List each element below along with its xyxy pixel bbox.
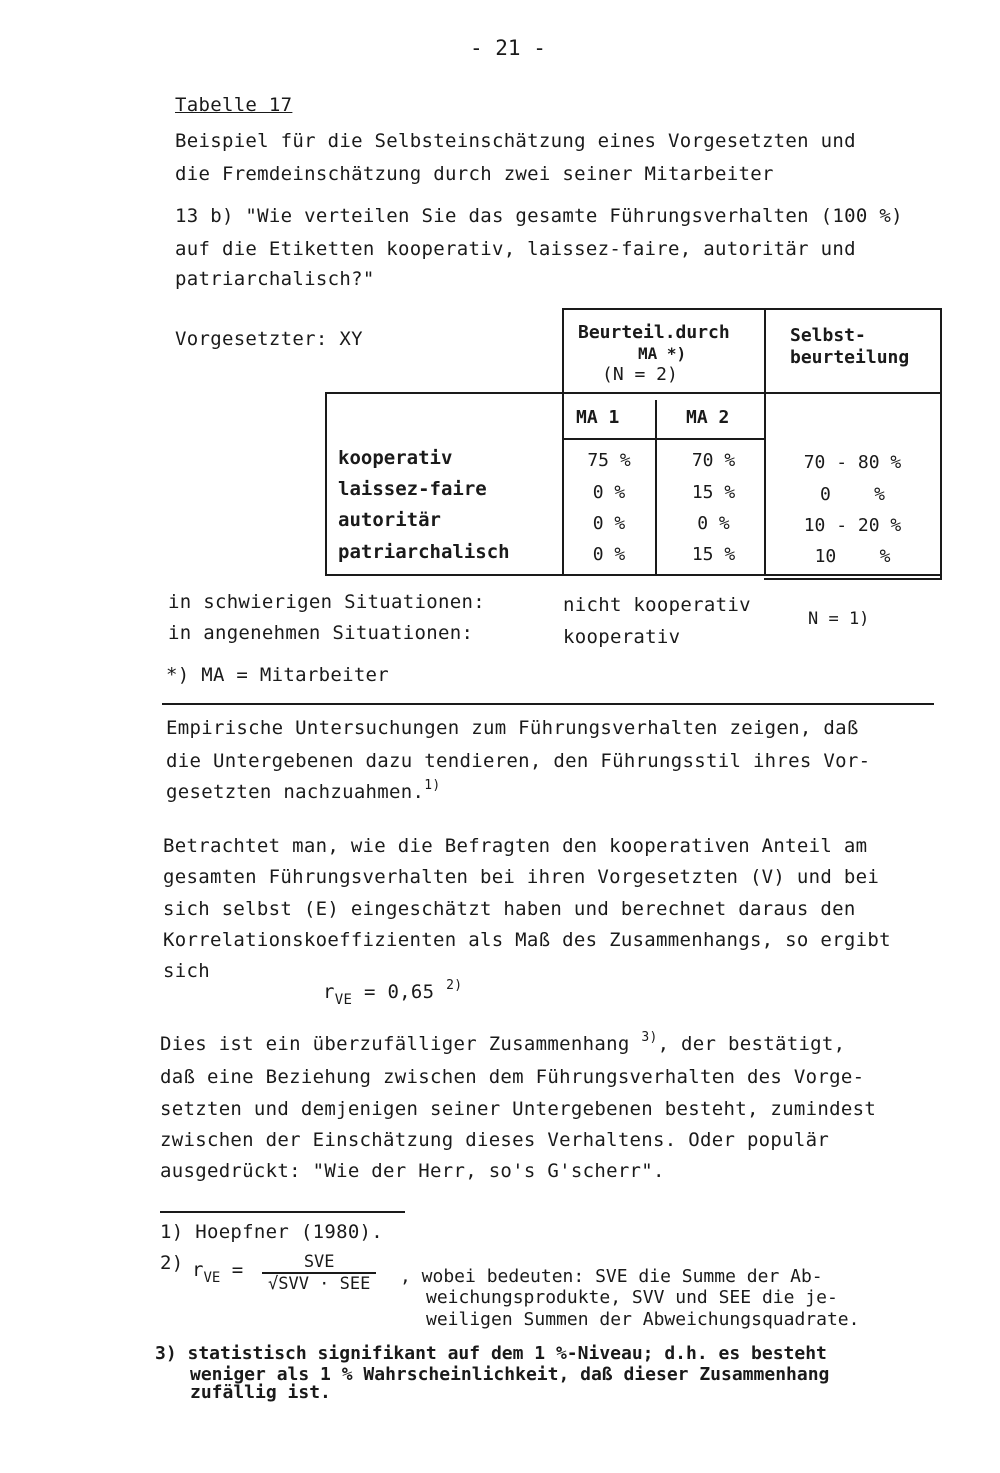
row-label: patriarchalisch bbox=[338, 541, 510, 563]
question-line: patriarchalisch?" bbox=[175, 268, 375, 290]
cell-ma1: 0 % bbox=[592, 482, 626, 503]
cell-ma1: 0 % bbox=[592, 544, 626, 565]
header-selbst: Selbst- bbox=[790, 325, 866, 346]
paragraph-line: Korrelationskoeffizienten als Maß des Zusammenhangs, so ergibt bbox=[163, 929, 891, 951]
footnote-3: 3) statistisch signifikant auf dem 1 %-Niveau; d.h. es besteht bbox=[155, 1343, 827, 1364]
row-label: kooperativ bbox=[338, 447, 453, 469]
question-line: 13 b) "Wie verteilen Sie das gesamte Führungsverhalten (100 %) bbox=[175, 205, 903, 227]
header-beurteil: Beurteil.durch bbox=[578, 322, 730, 343]
paragraph-line: gesetzten nachzuahmen.$^{1)}$ bbox=[166, 778, 441, 803]
footnote-2-text: weiligen Summen der Abweichungsquadrate. bbox=[426, 1309, 860, 1330]
paragraph-line: die Untergebenen dazu tendieren, den Führungsstil ihres Vor- bbox=[166, 750, 871, 772]
situation-label: in schwierigen Situationen: bbox=[168, 591, 485, 613]
table-caption-line: die Fremdeinschätzung durch zwei seiner Mitarbeiter bbox=[175, 163, 774, 185]
cell-self: 70 - 80 % bbox=[803, 452, 902, 473]
footnote-3: weniger als 1 % Wahrscheinlichkeit, daß dieser Zusammenhang bbox=[190, 1364, 830, 1385]
paragraph-line: gesamten Führungsverhalten bei ihren Vorgesetzten (V) und bei bbox=[163, 866, 880, 888]
footnote-2-fraction: $\frac{\text{SVE}}{\text{√SVV · SEE}}$ bbox=[262, 1252, 376, 1294]
paragraph-line: Dies ist ein überzufälliger Zusammenhang $^{3)}$, der bestätigt, bbox=[160, 1030, 846, 1055]
row-label: laissez-faire bbox=[338, 478, 487, 500]
situation-value: kooperativ bbox=[563, 626, 681, 648]
cell-self: 0 % bbox=[819, 484, 886, 505]
row-label: autoritär bbox=[338, 509, 441, 531]
col-header-ma2: MA 2 bbox=[686, 407, 730, 428]
paragraph-line: sich bbox=[163, 960, 210, 982]
footnote-star: *) MA = Mitarbeiter bbox=[166, 664, 390, 686]
footnote-2-formula: $r_{VE}$ = bbox=[192, 1259, 244, 1286]
question-line: auf die Etiketten kooperativ, laissez-faire, autoritär und bbox=[175, 238, 856, 260]
paragraph-line: sich selbst (E) eingeschätzt haben und berechnet daraus den bbox=[163, 898, 856, 920]
cell-ma2: 15 % bbox=[691, 544, 736, 565]
cell-ma2: 70 % bbox=[691, 450, 736, 471]
supervisor-label: Vorgesetzter: XY bbox=[175, 328, 363, 350]
n-note: N = 1) bbox=[808, 609, 870, 629]
footnote-2-number: 2) bbox=[160, 1252, 184, 1274]
paragraph-line: zwischen der Einschätzung dieses Verhaltens. Oder populär bbox=[160, 1129, 830, 1151]
footnote-ref: 3) bbox=[641, 1030, 658, 1045]
situation-value: nicht kooperativ bbox=[563, 594, 751, 616]
footnote-divider bbox=[160, 1211, 405, 1213]
page-number: - 21 - bbox=[470, 36, 546, 60]
paragraph-line: ausgedrückt: "Wie der Herr, so's G'scherr". bbox=[160, 1160, 665, 1182]
table-caption-title: Tabelle 17 bbox=[175, 94, 293, 116]
divider bbox=[162, 703, 934, 705]
cell-ma1: 75 % bbox=[587, 450, 631, 471]
table-caption-line: Beispiel für die Selbsteinschätzung eines Vorgesetzten und bbox=[175, 130, 856, 152]
footnote-1: 1) Hoepfner (1980). bbox=[160, 1221, 384, 1243]
footnote-ref: 2) bbox=[446, 978, 463, 993]
cell-self: 10 - 20 % bbox=[803, 515, 902, 536]
cell-ma2: 15 % bbox=[691, 482, 736, 503]
paragraph-line: setzten und demjenigen seiner Untergebenen besteht, zumindest bbox=[160, 1098, 877, 1120]
header-selbst: beurteilung bbox=[790, 347, 910, 368]
footnote-ref: 1) bbox=[424, 778, 441, 793]
footnote-2-text: weichungsprodukte, SVV und SEE die je- bbox=[426, 1287, 838, 1308]
cell-ma1: 0 % bbox=[592, 513, 626, 534]
footnote-2-text: , wobei bedeuten: SVE die Summe der Ab- bbox=[400, 1266, 823, 1287]
header-beurteil-n: (N = 2) bbox=[602, 364, 678, 385]
cell-ma2: 0 % bbox=[697, 513, 730, 534]
paragraph-line: daß eine Beziehung zwischen dem Führungsverhalten des Vorge- bbox=[160, 1066, 865, 1088]
col-header-ma1: MA 1 bbox=[576, 407, 620, 428]
header-beurteil-ma: MA *) bbox=[638, 344, 687, 363]
cell-self: 10 % bbox=[814, 546, 891, 567]
paragraph-line: Betrachtet man, wie die Befragten den kooperativen Anteil am bbox=[163, 835, 868, 857]
footnote-3: zufällig ist. bbox=[190, 1382, 331, 1403]
paragraph-line: Empirische Untersuchungen zum Führungsverhalten zeigen, daß bbox=[166, 717, 859, 739]
situation-label: in angenehmen Situationen: bbox=[168, 622, 474, 644]
correlation-formula: $r_{VE} = 0,65$ $^{2)}$ bbox=[323, 978, 463, 1008]
